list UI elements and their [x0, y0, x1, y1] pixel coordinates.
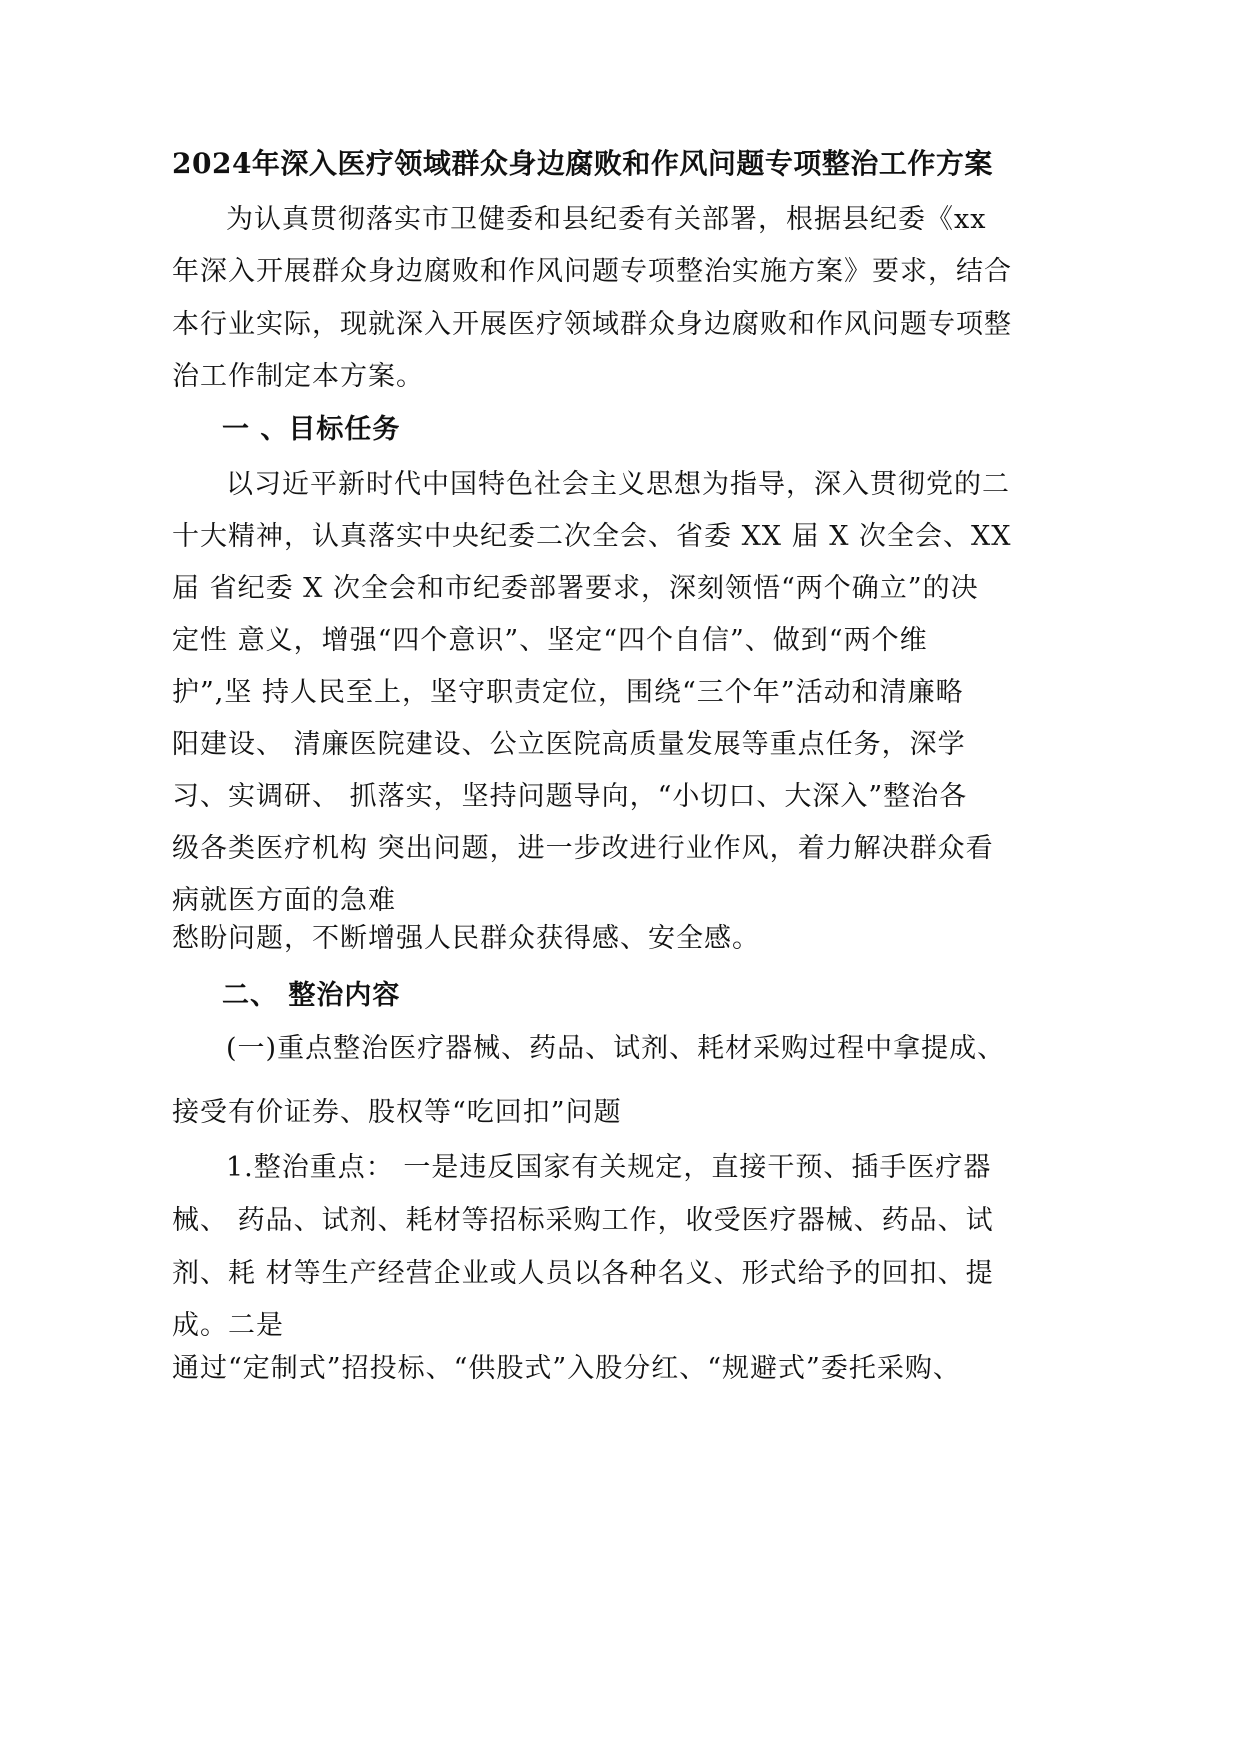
document-title: 2024年深入医疗领域群众身边腐败和作风问题专项整治工作方案: [172, 147, 993, 180]
section1-line-9: 病就医方面的急难: [172, 885, 396, 916]
section2-item1-line-1: 1.整治重点： 一是违反国家有关规定，直接干预、插手医疗器: [226, 1152, 992, 1183]
intro-line-3: 本行业实际，现就深入开展医疗领域群众身边腐败和作风问题专项整: [172, 309, 1012, 340]
section1-line-3: 届 省纪委 X 次全会和市纪委部署要求，深刻领悟“两个确立”的决: [172, 573, 979, 604]
section2-item1-line-5: 通过“定制式”招投标、“供股式”入股分红、“规避式”委托采购、: [172, 1353, 961, 1384]
section1-line-4: 定性 意义，增强“四个意识”、坚定“四个自信”、做到“两个维: [172, 625, 928, 656]
intro-line-2: 年深入开展群众身边腐败和作风问题专项整治实施方案》要求，结合: [172, 256, 1012, 287]
section2-heading: 二、 整治内容: [222, 980, 401, 1011]
section2-item1-line-2: 械、 药品、试剂、耗材等招标采购工作，收受医疗器械、药品、试: [172, 1205, 994, 1236]
section1-line-2: 十大精神，认真落实中央纪委二次全会、省委 XX 届 X 次全会、XX: [172, 521, 1012, 552]
intro-line-4: 治工作制定本方案。: [172, 361, 424, 392]
intro-line-1: 为认真贯彻落实市卫健委和县纪委有关部署，根据县纪委《xx: [226, 204, 987, 235]
section2-item1-line-3: 剂、耗 材等生产经营企业或人员以各种名义、形式给予的回扣、提: [172, 1258, 994, 1289]
section1-line-5: 护”,坚 持人民至上，坚守职责定位，围绕“三个年”活动和清廉略: [172, 677, 964, 708]
section1-line-7: 习、实调研、 抓落实，坚持问题导向，“小切口、大深入”整治各: [172, 781, 968, 812]
section2-sub1-line-1: (一)重点整治医疗器械、药品、试剂、耗材采购过程中拿提成、: [226, 1033, 1006, 1064]
section1-line-10: 愁盼问题，不断增强人民群众获得感、安全感。: [172, 923, 760, 954]
section2-sub1-line-2: 接受有价证券、股权等“吃回扣”问题: [172, 1097, 622, 1128]
section1-line-8: 级各类医疗机构 突出问题，进一步改进行业作风，着力解决群众看: [172, 833, 994, 864]
section1-line-1: 以习近平新时代中国特色社会主义思想为指导，深入贯彻党的二: [226, 469, 1010, 500]
section1-line-6: 阳建设、 清廉医院建设、公立医院高质量发展等重点任务，深学: [172, 729, 966, 760]
section2-item1-line-4: 成。二是: [172, 1310, 284, 1341]
section1-heading: 一 、目标任务: [222, 414, 401, 445]
